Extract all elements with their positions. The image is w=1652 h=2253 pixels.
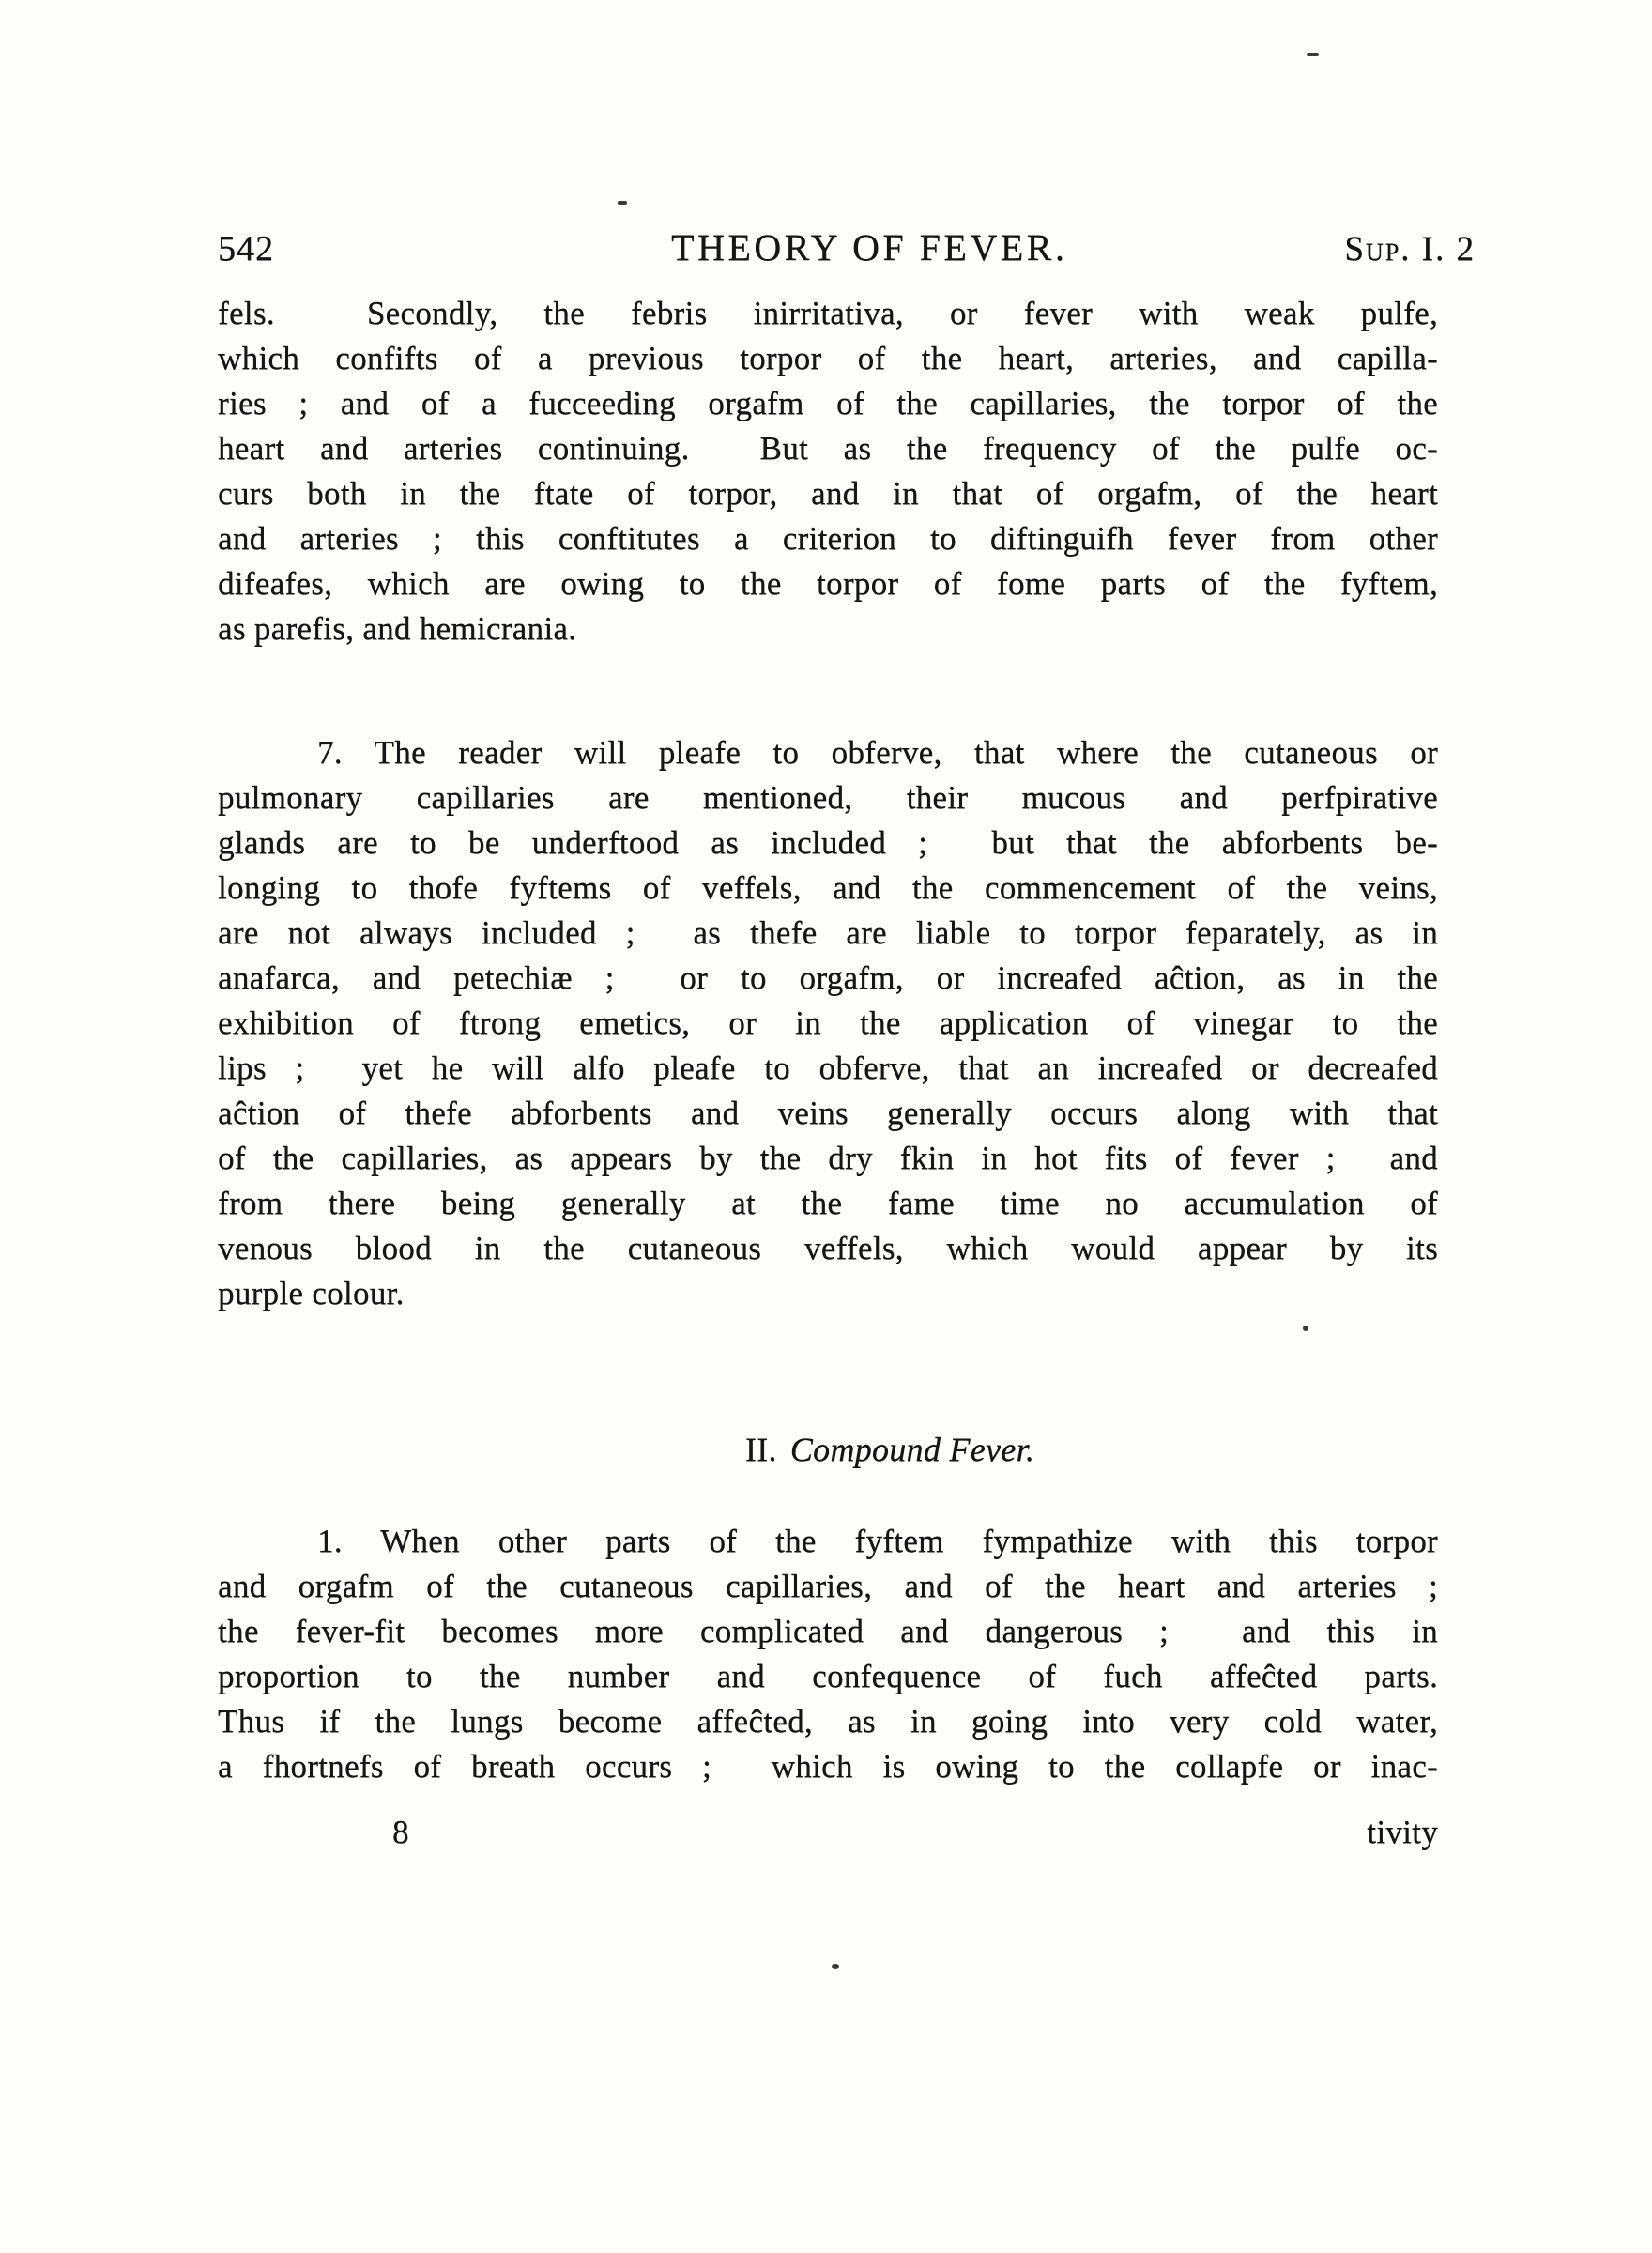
- text-line: aĉtion of thefe abforbents and veins generally occurs along with that: [218, 1095, 1438, 1131]
- section-numeral: II.: [744, 1431, 777, 1468]
- text-line: of the capillaries, as appears by the dry fkin in hot fits of fever ; and: [218, 1140, 1438, 1176]
- text-line: 7. The reader will pleafe to obferve, that where the cutaneous or: [317, 734, 1438, 771]
- text-line: Thus if the lungs become affeĉted, as in going into very cold water,: [218, 1703, 1438, 1740]
- scan-speck: [618, 201, 627, 205]
- text-line: curs both in the ftate of torpor, and in that of orgafm, of the heart: [218, 475, 1438, 512]
- text-line: which confifts of a previous torpor of the heart, arteries, and capilla-: [218, 340, 1438, 376]
- text-line: ries ; and of a fucceeding orgafm of the capillaries, the torpor of the: [218, 385, 1438, 421]
- text-line: the fever-fit becomes more complicated and dangerous ; and this in: [218, 1613, 1438, 1649]
- text-line: heart and arteries continuing. But as the frequency of the pulfe oc-: [218, 430, 1438, 467]
- catchword: tivity: [1367, 1814, 1438, 1850]
- text-line: longing to thofe fyftems of veffels, and the commencement of the veins,: [218, 869, 1438, 906]
- scan-speck: [832, 1964, 839, 1969]
- scan-speck: [1307, 53, 1319, 56]
- section-reference: Sup. I. 2: [1344, 230, 1476, 268]
- paragraph-reader-note: [218, 730, 1438, 1316]
- text-line: venous blood in the cutaneous veffels, which would appear by its: [218, 1230, 1438, 1266]
- text-line: glands are to be underftood as included ; but that the abforbents be-: [218, 824, 1438, 861]
- text-line: and orgafm of the cutaneous capillaries, and of the heart and arteries ;: [218, 1568, 1438, 1604]
- text-line: proportion to the number and confequence of fuch affeĉted parts.: [218, 1658, 1438, 1694]
- section-heading-compound-fever: [280, 1427, 1500, 1472]
- text-line: as parefis, and hemicrania.: [218, 610, 577, 647]
- text-line: lips ; yet he will alfo pleafe to obferve, that an increafed or decreafed: [218, 1050, 1438, 1086]
- text-line: purple colour.: [218, 1275, 405, 1311]
- text-line: exhibition of ftrong emetics, or in the application of vinegar to the: [218, 1004, 1438, 1041]
- running-title: THEORY OF FEVER.: [671, 226, 1068, 268]
- text-block: [218, 291, 1438, 1855]
- page-number: 542: [218, 229, 274, 268]
- text-line: 1. When other parts of the fyftem fympathize with this torpor: [317, 1523, 1438, 1559]
- text-line: from there being generally at the fame time no accumulation of: [218, 1185, 1438, 1221]
- text-line: pulmonary capillaries are mentioned, their mucous and perfpirative: [218, 779, 1438, 816]
- text-line: fels. Secondly, the febris inirritativa, or fever with weak pulfe,: [218, 295, 1438, 331]
- text-line: anafarca, and petechiæ ; or to orgafm, or increafed aĉtion, as in the: [218, 959, 1438, 996]
- paragraph-compound-fever: [218, 1519, 1438, 1789]
- text-line: are not always included ; as thefe are liable to torpor feparately, as in: [218, 914, 1438, 951]
- signature-mark: 8: [392, 1814, 409, 1850]
- scan-speck: [1303, 1326, 1308, 1331]
- text-line: a fhortnefs of breath occurs ; which is owing to the collapfe or inac-: [218, 1748, 1438, 1785]
- paragraph-febris-inirritativa: [218, 291, 1438, 651]
- section-title: Compound Fever.: [789, 1431, 1035, 1468]
- text-line: difeafes, which are owing to the torpor of fome parts of the fyftem,: [218, 565, 1438, 602]
- running-head: [218, 225, 1476, 269]
- page-footer: [218, 1810, 1438, 1855]
- text-line: and arteries ; this conftitutes a criterion to diftinguifh fever from other: [218, 520, 1438, 557]
